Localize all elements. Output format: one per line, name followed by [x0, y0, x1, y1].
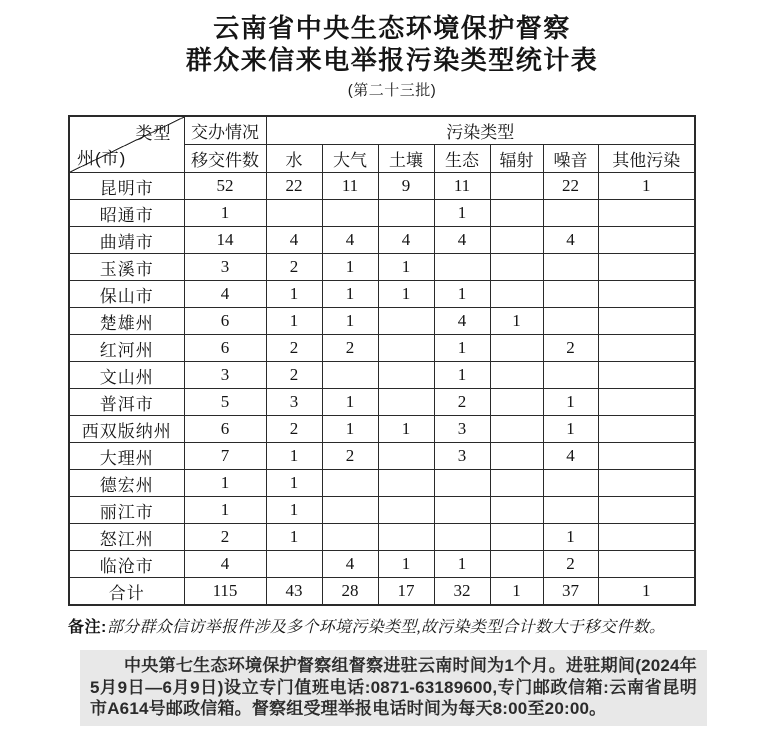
value-cell: 3 — [266, 389, 322, 416]
table-row — [69, 551, 695, 578]
value-cell — [266, 551, 322, 578]
value-cell — [490, 416, 543, 443]
value-cell: 1 — [598, 173, 695, 200]
value-cell — [598, 443, 695, 470]
value-cell: 1 — [434, 362, 490, 389]
value-cell — [378, 497, 434, 524]
table-row — [69, 173, 695, 200]
group-header-handling: 交办情况 — [184, 116, 266, 145]
value-cell: 4 — [184, 281, 266, 308]
value-cell — [598, 254, 695, 281]
value-cell: 1 — [434, 335, 490, 362]
batch-subtitle: (第二十三批) — [347, 82, 437, 100]
value-cell: 43 — [266, 578, 322, 606]
column-header-5: 辐射 — [490, 145, 543, 173]
region-cell: 保山市 — [69, 281, 184, 308]
value-cell — [490, 200, 543, 227]
value-cell: 4 — [434, 308, 490, 335]
value-cell: 1 — [378, 416, 434, 443]
value-cell: 3 — [434, 416, 490, 443]
value-cell: 7 — [184, 443, 266, 470]
value-cell: 3 — [184, 362, 266, 389]
value-cell — [598, 524, 695, 551]
value-cell — [434, 470, 490, 497]
value-cell: 4 — [434, 227, 490, 254]
total-label-cell: 合计 — [69, 578, 184, 606]
value-cell — [322, 200, 378, 227]
region-cell: 昭通市 — [69, 200, 184, 227]
page-title-line2: 群众来信来电举报污染类型统计表 — [185, 44, 599, 75]
value-cell: 14 — [184, 227, 266, 254]
value-cell: 11 — [434, 173, 490, 200]
value-cell: 9 — [378, 173, 434, 200]
region-cell: 文山州 — [69, 362, 184, 389]
footer-notice-text: 中央第七生态环境保护督察组督察进驻云南时间为1个月。进驻期间(2024年5月9日—6月9日)设立专门值班电话:0871-63189600,专门邮政信箱:云南省昆明市A614号邮政信箱。督察组受理举报电话时间为每天8:00至20:00。 — [90, 656, 697, 719]
column-header-6: 噪音 — [543, 145, 598, 173]
table-row — [69, 389, 695, 416]
value-cell: 4 — [378, 227, 434, 254]
value-cell — [490, 497, 543, 524]
value-cell — [322, 524, 378, 551]
value-cell — [490, 362, 543, 389]
value-cell: 1 — [322, 254, 378, 281]
value-cell: 2 — [322, 443, 378, 470]
table-row — [69, 497, 695, 524]
value-cell: 4 — [266, 227, 322, 254]
value-cell — [490, 281, 543, 308]
value-cell: 1 — [266, 281, 322, 308]
value-cell — [490, 443, 543, 470]
table-row — [69, 227, 695, 254]
table-row — [69, 308, 695, 335]
value-cell: 1 — [266, 308, 322, 335]
value-cell: 1 — [322, 416, 378, 443]
column-header-1: 水 — [266, 145, 322, 173]
value-cell — [598, 200, 695, 227]
region-cell: 怒江州 — [69, 524, 184, 551]
region-cell: 曲靖市 — [69, 227, 184, 254]
value-cell — [322, 470, 378, 497]
value-cell — [543, 362, 598, 389]
value-cell — [378, 362, 434, 389]
value-cell — [598, 389, 695, 416]
table-row — [69, 200, 695, 227]
value-cell: 6 — [184, 335, 266, 362]
value-cell — [543, 308, 598, 335]
value-cell: 1 — [184, 200, 266, 227]
corner-header-cell — [69, 116, 184, 173]
value-cell — [598, 362, 695, 389]
value-cell — [322, 362, 378, 389]
value-cell — [543, 281, 598, 308]
corner-label-region: 州(市) — [77, 149, 127, 169]
value-cell: 1 — [184, 470, 266, 497]
value-cell: 3 — [434, 443, 490, 470]
value-cell — [490, 551, 543, 578]
value-cell — [543, 254, 598, 281]
value-cell: 1 — [378, 551, 434, 578]
value-cell: 1 — [543, 524, 598, 551]
value-cell — [598, 281, 695, 308]
value-cell — [378, 200, 434, 227]
region-cell: 西双版纳州 — [69, 416, 184, 443]
value-cell — [598, 416, 695, 443]
value-cell — [378, 389, 434, 416]
value-cell — [490, 389, 543, 416]
column-header-4: 生态 — [434, 145, 490, 173]
column-header-3: 土壤 — [378, 145, 434, 173]
region-cell: 昆明市 — [69, 173, 184, 200]
value-cell — [322, 497, 378, 524]
table-row — [69, 362, 695, 389]
table-row — [69, 281, 695, 308]
corner-label-type: 类型 — [135, 124, 172, 144]
value-cell: 2 — [184, 524, 266, 551]
region-cell: 红河州 — [69, 335, 184, 362]
group-header-pollution: 污染类型 — [266, 116, 695, 145]
value-cell: 1 — [434, 281, 490, 308]
value-cell: 4 — [543, 227, 598, 254]
table-row — [69, 443, 695, 470]
value-cell: 1 — [266, 443, 322, 470]
region-cell: 大理州 — [69, 443, 184, 470]
value-cell: 1 — [543, 416, 598, 443]
value-cell: 6 — [184, 308, 266, 335]
value-cell: 2 — [543, 551, 598, 578]
value-cell — [378, 335, 434, 362]
column-header-0: 移交件数 — [184, 145, 266, 173]
table-row — [69, 335, 695, 362]
value-cell: 1 — [184, 497, 266, 524]
value-cell: 1 — [322, 281, 378, 308]
value-cell: 1 — [598, 578, 695, 606]
footnote-text: 部分群众信访举报件涉及多个环境污染类型,故污染类型合计数大于移交件数。 — [106, 619, 666, 637]
region-cell: 楚雄州 — [69, 308, 184, 335]
value-cell — [490, 254, 543, 281]
value-cell — [378, 308, 434, 335]
footer-notice-box — [80, 650, 707, 726]
value-cell: 11 — [322, 173, 378, 200]
value-cell — [434, 524, 490, 551]
table-row — [69, 416, 695, 443]
value-cell: 1 — [266, 497, 322, 524]
footnote-label: 备注: — [68, 619, 107, 637]
value-cell: 17 — [378, 578, 434, 606]
value-cell: 2 — [266, 254, 322, 281]
value-cell — [490, 227, 543, 254]
value-cell: 1 — [266, 470, 322, 497]
value-cell: 1 — [322, 389, 378, 416]
value-cell: 1 — [490, 578, 543, 606]
value-cell — [598, 335, 695, 362]
value-cell: 6 — [184, 416, 266, 443]
value-cell: 2 — [266, 416, 322, 443]
region-cell: 玉溪市 — [69, 254, 184, 281]
value-cell — [598, 470, 695, 497]
group-header-row — [69, 116, 695, 145]
value-cell — [543, 470, 598, 497]
value-cell: 4 — [184, 551, 266, 578]
value-cell — [434, 497, 490, 524]
value-cell — [378, 524, 434, 551]
value-cell — [543, 200, 598, 227]
footnote — [68, 618, 708, 639]
table-row — [69, 524, 695, 551]
value-cell: 1 — [543, 389, 598, 416]
value-cell: 1 — [322, 308, 378, 335]
value-cell: 2 — [434, 389, 490, 416]
value-cell — [543, 497, 598, 524]
value-cell — [490, 335, 543, 362]
value-cell — [378, 443, 434, 470]
value-cell — [490, 173, 543, 200]
region-cell: 丽江市 — [69, 497, 184, 524]
page-title-line1: 云南省中央生态环境保护督察 — [213, 13, 571, 43]
value-cell: 22 — [543, 173, 598, 200]
value-cell: 2 — [266, 362, 322, 389]
value-cell — [598, 308, 695, 335]
value-cell: 1 — [434, 200, 490, 227]
value-cell: 28 — [322, 578, 378, 606]
table-row — [69, 470, 695, 497]
value-cell — [598, 497, 695, 524]
value-cell: 4 — [322, 551, 378, 578]
value-cell — [490, 524, 543, 551]
region-cell: 普洱市 — [69, 389, 184, 416]
value-cell: 22 — [266, 173, 322, 200]
value-cell: 1 — [490, 308, 543, 335]
value-cell — [598, 551, 695, 578]
value-cell — [266, 200, 322, 227]
value-cell: 1 — [378, 254, 434, 281]
value-cell: 1 — [434, 551, 490, 578]
value-cell — [598, 227, 695, 254]
total-row — [69, 578, 695, 606]
value-cell: 32 — [434, 578, 490, 606]
region-cell: 临沧市 — [69, 551, 184, 578]
value-cell: 2 — [543, 335, 598, 362]
column-header-7: 其他污染 — [598, 145, 695, 173]
value-cell: 1 — [378, 281, 434, 308]
value-cell: 37 — [543, 578, 598, 606]
pollution-stats-table — [68, 115, 696, 606]
value-cell: 2 — [266, 335, 322, 362]
table-row — [69, 254, 695, 281]
value-cell: 4 — [543, 443, 598, 470]
value-cell: 4 — [322, 227, 378, 254]
value-cell — [490, 470, 543, 497]
value-cell: 2 — [322, 335, 378, 362]
value-cell: 1 — [266, 524, 322, 551]
column-header-2: 大气 — [322, 145, 378, 173]
value-cell: 52 — [184, 173, 266, 200]
value-cell — [434, 254, 490, 281]
region-cell: 德宏州 — [69, 470, 184, 497]
value-cell — [378, 470, 434, 497]
value-cell: 115 — [184, 578, 266, 606]
value-cell: 3 — [184, 254, 266, 281]
value-cell: 5 — [184, 389, 266, 416]
